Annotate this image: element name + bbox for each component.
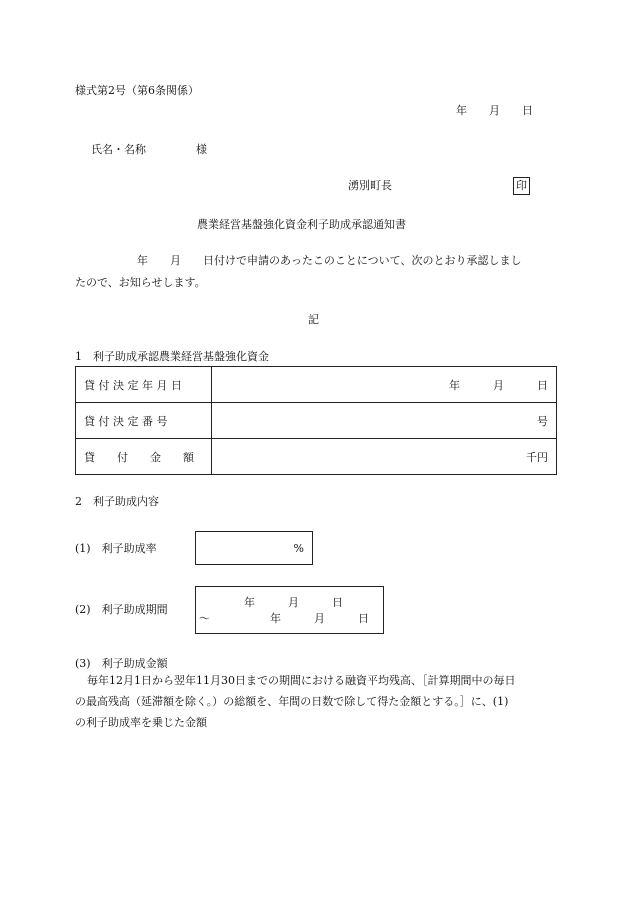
loan-number-value: 号 (212, 403, 557, 439)
amount-text-line-1: 毎年12月1日から翌年11月30日までの期間における融資平均残高、［計算期間中の毎日 (87, 674, 516, 687)
amount-text-line-2: の最高残高（延滞額を除く。）の総額を、年間の日数で除して得た金額とする。］に、(1) (75, 695, 509, 708)
period-box (195, 586, 384, 634)
seal-mark: 印 (513, 177, 530, 195)
period-start: 年 月 日 (244, 596, 343, 609)
form-number: 様式第2号（第6条関係） (75, 84, 199, 97)
section2-heading: 2 利子助成内容 (75, 495, 159, 508)
loan-number-label: 貸 付 決 定 番 号 (76, 403, 212, 439)
loan-date-label: 貸 付 決 定 年 月 日 (76, 367, 212, 403)
loan-date-value: 年 月 日 (212, 367, 557, 403)
rate-label: (1) 利子助成率 (75, 542, 157, 555)
date-header: 年 月 日 (456, 104, 533, 117)
table-row (76, 403, 557, 439)
table-row (76, 367, 557, 403)
ki-label: 記 (308, 313, 319, 326)
recipient-suffix: 様 (196, 143, 207, 156)
body-line-2: たので、お知らせします。 (75, 276, 206, 289)
issuer-name: 湧別町長 (348, 179, 392, 192)
document-title: 農業経営基盤強化資金利子助成承認通知書 (197, 218, 406, 231)
rate-box (195, 531, 313, 565)
loan-amount-label: 貸 付 金 額 (76, 439, 212, 475)
amount-text-line-3: の利子助成率を乗じた金額 (75, 716, 207, 729)
period-tilde: ～ (199, 612, 210, 625)
amount-label: (3) 利子助成金額 (75, 657, 168, 670)
period-label: (2) 利子助成期間 (75, 603, 168, 616)
table-row (76, 439, 557, 475)
section1-heading: 1 利子助成承認農業経営基盤強化資金 (75, 350, 269, 363)
body-line-1: 年 月 日付けで申請のあったこのことについて、次のとおり承認しまし (137, 254, 522, 267)
recipient-label: 氏名・名称 (91, 143, 146, 156)
rate-unit: % (293, 542, 304, 555)
loan-amount-value: 千円 (212, 439, 557, 475)
period-end: 年 月 日 (270, 612, 369, 625)
loan-info-table (75, 366, 557, 475)
